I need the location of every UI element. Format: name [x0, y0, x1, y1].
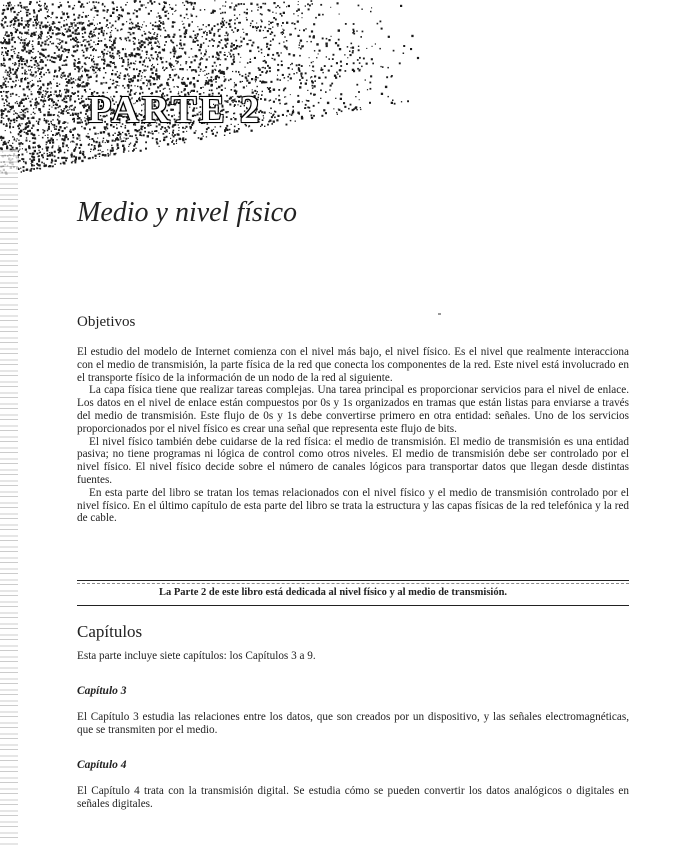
section-title: Medio y nivel físico: [77, 197, 298, 228]
chapter-3-label: Capítulo 3: [77, 685, 127, 697]
page-edge-scan-artifact: [0, 150, 18, 848]
callout-text: La Parte 2 de este libro está dedicada al nivel físico y al medio de transmisión.: [159, 587, 508, 598]
objectives-body: [77, 346, 629, 525]
part-title: PARTE 2: [88, 89, 263, 131]
objectives-paragraph: La capa física tiene que realizar tareas complejas. Una tarea principal es proporcionar servicios para el nivel de enlace. Los datos en el nivel de enlace están compuestos por 0s y 1s organizados en tramas que están listas para enviarse a través del medio de transmisión. Este flujo de 0s y 1s debe convertirse primero en otra entidad: señales. Uno de los servicios proporcionados por el nivel físico es crear una señal que representa este flujo de bits.: [77, 384, 629, 435]
chapter-4-description: El Capítulo 4 trata con la transmisión digital. Se estudia cómo se pueden convertir los datos analógicos o digitales en señales digitales.: [77, 785, 629, 810]
objectives-paragraph: En esta parte del libro se tratan los temas relacionados con el nivel físico y el medio de transmisión controlado por el nivel físico. En el último capítulo de esta parte del libro se trata la estructura y las capas físicas de la red telefónica y la red de cable.: [77, 486, 629, 525]
chapters-intro: Esta parte incluye siete capítulos: los Capítulos 3 a 9.: [77, 650, 316, 662]
callout-box: [77, 580, 629, 606]
chapter-4-label: Capítulo 4: [77, 759, 127, 771]
chapters-heading: Capítulos: [77, 622, 143, 641]
objectives-heading: Objetivos: [77, 314, 136, 330]
chapter-3-description: El Capítulo 3 estudia las relaciones entre los datos, que son creados por un dispositivo, y las señales electromagnéticas, que se transmiten por el medio.: [77, 711, 629, 736]
objectives-paragraph: El nivel físico también debe cuidarse de la red física: el medio de transmisión. El medio de transmisión es una entidad pasiva; no tiene programas ni lógica de control como otros niveles. El medio de transmisión debe ser controlado por el nivel físico. El nivel físico decide sobre el número de canales lógicos para transportar datos que llegan desde distintas fuentes.: [77, 435, 629, 486]
scan-speck: [438, 313, 441, 315]
objectives-paragraph: El estudio del modelo de Internet comienza con el nivel más bajo, el nivel físico. Es el nivel que realmente interacciona con el medio de transmisión, la parte física de la red que conecta los componentes de la red. Este nivel está involucrado en el transporte físico de la información de un nodo de la red al siguiente.: [77, 346, 629, 384]
